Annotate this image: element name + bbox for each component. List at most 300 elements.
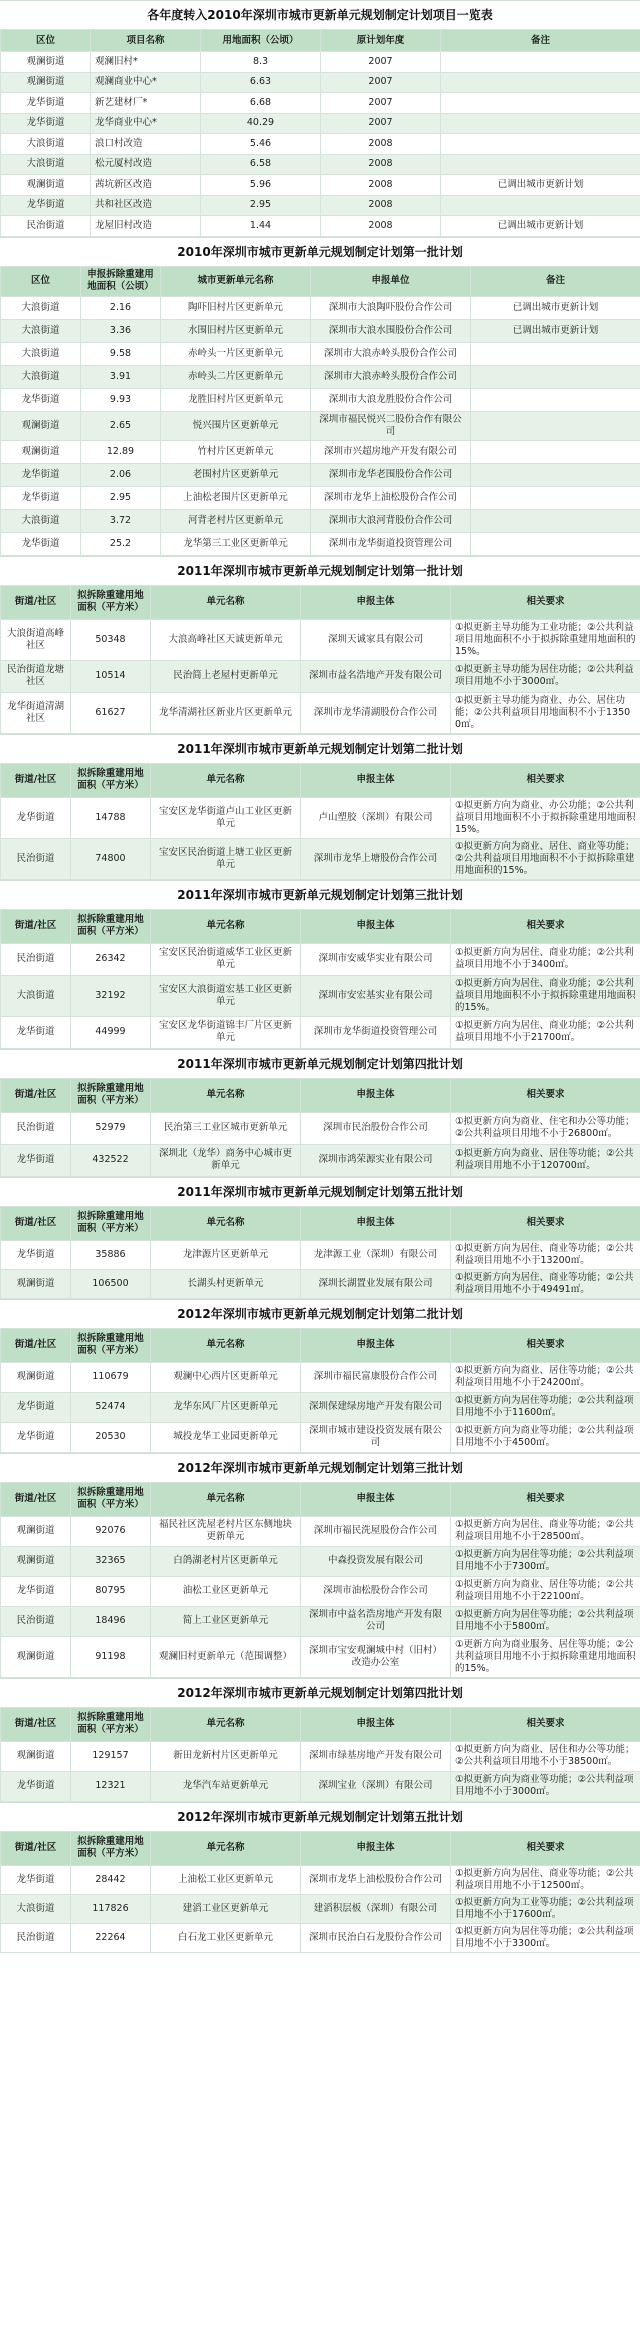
table-cell: 52474	[71, 1392, 151, 1422]
table-cell: 龙华街道	[1, 797, 71, 838]
table-cell: 2007	[321, 52, 441, 73]
table-cell: 18496	[71, 1606, 151, 1636]
table-row	[1, 1422, 640, 1452]
table-row	[1, 296, 640, 319]
table-cell: 城投龙华工业园更新单元	[151, 1422, 301, 1452]
column-header: 申报拆除重建用地面积（公顷）	[81, 266, 161, 296]
column-header: 拟拆除重建用地面积（平方米）	[71, 1078, 151, 1112]
table-cell: 赤岭头二片区更新单元	[161, 365, 311, 388]
column-header: 拟拆除重建用地面积（平方米）	[71, 1482, 151, 1516]
table-row	[1, 1606, 640, 1636]
table-cell: 上油松工业区更新单元	[151, 1865, 301, 1894]
table-cell: 深圳市龙华街道投资管理公司	[301, 1016, 451, 1048]
table-cell: 观澜街道	[1, 1362, 71, 1392]
table-cell: 2.95	[81, 486, 161, 509]
table-cell: 新艺建材厂*	[91, 93, 201, 114]
table-cell: 2008	[321, 134, 441, 155]
table-cell: 2.16	[81, 296, 161, 319]
table-cell: 大浪街道	[1, 319, 81, 342]
table-cell: 5.46	[201, 134, 321, 155]
table-cell: 民治街道	[1, 1112, 71, 1144]
column-header: 区位	[1, 30, 91, 52]
table-cell: 民治街道	[1, 1923, 71, 1952]
column-header: 申报主体	[301, 1831, 451, 1865]
section-title: 2012年深圳市城市更新单元规划制定计划第三批计划	[0, 1453, 640, 1482]
table-cell: 龙华街道	[1, 532, 81, 555]
table-cell: 茜坑新区改造	[91, 175, 201, 196]
column-header: 申报主体	[301, 763, 451, 797]
section-title: 2011年深圳市城市更新单元规划制定计划第二批计划	[0, 734, 640, 763]
table-cell: ①拟更新方向为商业、办公功能；②公共利益项目用地面积不小于拟拆除重建用地面积15%。	[451, 797, 640, 838]
table-cell: 龙华街道	[1, 1016, 71, 1048]
table-cell: 深圳市大浪赤岭头股份合作公司	[311, 365, 471, 388]
table-cell: ①拟更新方向为居住、商业等功能；②公共利益项目用地不小于28500㎡。	[451, 1516, 640, 1546]
table-cell: 宝安区民治街道威华工业区更新单元	[151, 943, 301, 975]
table-cell: 深圳市鸿荣源实业有限公司	[301, 1144, 451, 1176]
table-cell: 深圳市中益名浩房地产开发有限公司	[301, 1606, 451, 1636]
table-cell: 龙华街道	[1, 195, 91, 216]
table-cell: 老围村片区更新单元	[161, 463, 311, 486]
table-cell: 已调出城市更新计划	[441, 175, 640, 196]
table-row	[1, 72, 640, 93]
table-cell	[471, 440, 640, 463]
table-cell: 龙胜旧村片区更新单元	[161, 388, 311, 411]
table-cell: 92076	[71, 1516, 151, 1546]
column-header: 街道/社区	[1, 585, 71, 619]
plan-table	[0, 1482, 640, 1678]
table-cell: 龙华街道	[1, 388, 81, 411]
table-row	[1, 388, 640, 411]
table-cell: ①拟更新方向为商业、居住等功能；②公共利益项目用地不小于22100㎡。	[451, 1576, 640, 1606]
table-cell: ①拟更新方向为商业等功能；②公共利益项目用地不小于3000㎡。	[451, 1771, 640, 1801]
table-cell: ①拟更新方向为商业、住宅和办公等功能；②公共利益项目用地不小于26800㎡。	[451, 1112, 640, 1144]
table-cell: 91198	[71, 1636, 151, 1677]
table-cell: 深圳市大浪水围股份合作公司	[311, 319, 471, 342]
table-cell: 中森投资发展有限公司	[301, 1546, 451, 1576]
table-cell: 6.63	[201, 72, 321, 93]
table-cell: 12.89	[81, 440, 161, 463]
table-header-row	[1, 909, 640, 943]
table-cell: 大浪街道	[1, 509, 81, 532]
column-header: 申报单位	[311, 266, 471, 296]
table-cell: 龙华街道	[1, 1576, 71, 1606]
table-cell: 40.29	[201, 113, 321, 134]
column-header: 街道/社区	[1, 1482, 71, 1516]
table-row	[1, 1894, 640, 1923]
table-cell: 龙华街道	[1, 1422, 71, 1452]
column-header: 城市更新单元名称	[161, 266, 311, 296]
table-row	[1, 1576, 640, 1606]
column-header: 街道/社区	[1, 909, 71, 943]
column-header: 相关要求	[451, 763, 640, 797]
table-cell: ①拟更新方向为商业等功能；②公共利益项目用地不小于4500㎡。	[451, 1422, 640, 1452]
table-cell: 深圳市龙华上塘股份合作公司	[301, 838, 451, 879]
column-header: 申报主体	[301, 909, 451, 943]
table-row	[1, 1516, 640, 1546]
column-header: 用地面积（公顷）	[201, 30, 321, 52]
table-cell: 赤岭头一片区更新单元	[161, 342, 311, 365]
column-header: 单元名称	[151, 585, 301, 619]
table-row	[1, 216, 640, 237]
table-cell: 观澜街道	[1, 440, 81, 463]
section-title: 2010年深圳市城市更新单元规划制定计划第一批计划	[0, 237, 640, 266]
table-cell: 白鸽湖老村片区更新单元	[151, 1546, 301, 1576]
table-row	[1, 113, 640, 134]
table-cell: 9.93	[81, 388, 161, 411]
table-header-row	[1, 1707, 640, 1741]
column-header: 备注	[441, 30, 640, 52]
table-cell: 深圳宝业（深圳）有限公司	[301, 1771, 451, 1801]
table-row	[1, 509, 640, 532]
table-cell: 50348	[71, 619, 151, 660]
table-row	[1, 463, 640, 486]
table-cell: 陶吓旧村片区更新单元	[161, 296, 311, 319]
section-title: 各年度转入2010年深圳市城市更新单元规划制定计划项目一览表	[0, 0, 640, 29]
table-cell	[471, 342, 640, 365]
table-row	[1, 838, 640, 879]
table-cell: 白石龙工业区更新单元	[151, 1923, 301, 1952]
table-cell: ①更新方向为商业服务、居住等功能；②公共利益项目用地不小于拟拆除重建用地面积的15%。	[451, 1636, 640, 1677]
table-cell: 深圳市民治股份合作公司	[301, 1112, 451, 1144]
table-header-row	[1, 1078, 640, 1112]
table-cell: 观澜街道	[1, 72, 91, 93]
column-header: 申报主体	[301, 1707, 451, 1741]
table-cell: 观澜旧村*	[91, 52, 201, 73]
table-cell	[471, 532, 640, 555]
table-row	[1, 486, 640, 509]
table-cell: ①拟更新方向为居住、商业功能；②公共利益项目用地不小于3400㎡。	[451, 943, 640, 975]
table-cell: ①拟更新方向为居住等功能；②公共利益项目用地不小于5800㎡。	[451, 1606, 640, 1636]
table-cell: 12321	[71, 1771, 151, 1801]
table-cell	[441, 72, 640, 93]
table-row	[1, 134, 640, 155]
column-header: 原计划年度	[321, 30, 441, 52]
table-cell: 2007	[321, 72, 441, 93]
column-header: 拟拆除重建用地面积（平方米）	[71, 909, 151, 943]
table-cell: 大浪高峰社区天诚更新单元	[151, 619, 301, 660]
table-row	[1, 93, 640, 114]
plan-table	[0, 1707, 640, 1802]
table-cell: 龙华东风厂片区更新单元	[151, 1392, 301, 1422]
table-row	[1, 1362, 640, 1392]
table-cell: 大浪街道	[1, 296, 81, 319]
table-cell: 深圳市安宏基实业有限公司	[301, 975, 451, 1016]
table-cell: 深圳北（龙华）商务中心城市更新单元	[151, 1144, 301, 1176]
table-row	[1, 1771, 640, 1801]
table-cell	[471, 365, 640, 388]
column-header: 街道/社区	[1, 1831, 71, 1865]
table-cell: 松元厦村改造	[91, 154, 201, 175]
table-cell	[441, 93, 640, 114]
table-cell: 深圳市大浪龙胜股份合作公司	[311, 388, 471, 411]
table-row	[1, 1269, 640, 1298]
table-row	[1, 943, 640, 975]
table-row	[1, 52, 640, 73]
table-cell: 深圳保建绿房地产开发有限公司	[301, 1392, 451, 1422]
table-cell: 44999	[71, 1016, 151, 1048]
table-cell: 深圳市民治白石龙股份合作公司	[301, 1923, 451, 1952]
table-cell: 深圳市龙华老围股份合作公司	[311, 463, 471, 486]
table-cell	[471, 509, 640, 532]
table-cell: 龙华汽车站更新单元	[151, 1771, 301, 1801]
table-cell: 3.91	[81, 365, 161, 388]
table-row	[1, 440, 640, 463]
table-cell: 观澜街道	[1, 1269, 71, 1298]
table-cell: 观澜街道	[1, 1636, 71, 1677]
column-header: 区位	[1, 266, 81, 296]
column-header: 申报主体	[301, 1206, 451, 1240]
table-cell: 大浪街道	[1, 365, 81, 388]
table-header-row	[1, 763, 640, 797]
table-cell: 深圳市龙华上油松股份合作公司	[311, 486, 471, 509]
table-cell: 深圳市龙华街道投资管理公司	[311, 532, 471, 555]
plan-table	[0, 266, 640, 556]
column-header: 申报主体	[301, 585, 451, 619]
column-header: 项目名称	[91, 30, 201, 52]
table-cell	[441, 195, 640, 216]
column-header: 相关要求	[451, 585, 640, 619]
column-header: 单元名称	[151, 1078, 301, 1112]
table-cell: 大浪街道高峰社区	[1, 619, 71, 660]
table-cell: 2008	[321, 175, 441, 196]
table-cell: 32365	[71, 1546, 151, 1576]
column-header: 拟拆除重建用地面积（平方米）	[71, 585, 151, 619]
table-cell: 已调出城市更新计划	[471, 319, 640, 342]
table-cell: 深圳市福民悦兴二股份合作有限公司	[311, 411, 471, 440]
column-header: 拟拆除重建用地面积（平方米）	[71, 1831, 151, 1865]
table-cell: 深圳市福民富康股份合作公司	[301, 1362, 451, 1392]
table-cell: 龙华街道	[1, 1865, 71, 1894]
table-cell: 深圳长湖置业发展有限公司	[301, 1269, 451, 1298]
table-cell: 10514	[71, 660, 151, 692]
table-cell: 110679	[71, 1362, 151, 1392]
table-row	[1, 1240, 640, 1269]
column-header: 申报主体	[301, 1482, 451, 1516]
table-cell: 26342	[71, 943, 151, 975]
table-cell: ①拟更新方向为居住等功能；②公共利益项目用地不小于11600㎡。	[451, 1392, 640, 1422]
table-cell: 观澜旧村更新单元（范围调整）	[151, 1636, 301, 1677]
table-cell: 深圳市大浪河背股份合作公司	[311, 509, 471, 532]
column-header: 街道/社区	[1, 763, 71, 797]
table-cell: 2.95	[201, 195, 321, 216]
table-cell: 龙华街道	[1, 1240, 71, 1269]
table-cell: 竹村片区更新单元	[161, 440, 311, 463]
table-cell: ①拟更新主导功能为工业功能；②公共利益项目用地面积不小于拟拆除重建用地面积的15%。	[451, 619, 640, 660]
table-cell: 福民社区洗屋老村片区东侧地块更新单元	[151, 1516, 301, 1546]
table-row	[1, 1636, 640, 1677]
table-cell	[441, 113, 640, 134]
table-cell: 民治街道	[1, 943, 71, 975]
table-cell: 宝安区龙华街道锦丰厂片区更新单元	[151, 1016, 301, 1048]
table-cell: 2007	[321, 93, 441, 114]
table-cell: 浪口村改造	[91, 134, 201, 155]
section-title: 2012年深圳市城市更新单元规划制定计划第二批计划	[0, 1299, 640, 1328]
column-header: 单元名称	[151, 909, 301, 943]
table-cell: 14788	[71, 797, 151, 838]
column-header: 拟拆除重建用地面积（平方米）	[71, 1206, 151, 1240]
table-cell: 观澜街道	[1, 52, 91, 73]
table-cell: 上油松老围片区更新单元	[161, 486, 311, 509]
table-cell: 龙华街道清湖社区	[1, 692, 71, 733]
column-header: 单元名称	[151, 1482, 301, 1516]
section-title: 2011年深圳市城市更新单元规划制定计划第四批计划	[0, 1049, 640, 1078]
table-cell	[441, 52, 640, 73]
table-cell: ①拟更新方向为工业等功能；②公共利益项目用地不小于17600㎡。	[451, 1894, 640, 1923]
table-cell	[441, 154, 640, 175]
table-cell: ①拟更新方向为商业、居住和办公等功能；②公共利益项目用地不小于38500㎡。	[451, 1741, 640, 1771]
plan-table	[0, 585, 640, 734]
column-header: 申报主体	[301, 1078, 451, 1112]
table-cell: 深圳市大浪陶吓股份合作公司	[311, 296, 471, 319]
table-header-row	[1, 1328, 640, 1362]
table-cell: 龙华街道	[1, 486, 81, 509]
table-cell: 建滔工业区更新单元	[151, 1894, 301, 1923]
column-header: 相关要求	[451, 1831, 640, 1865]
column-header: 拟拆除重建用地面积（平方米）	[71, 763, 151, 797]
table-cell	[471, 463, 640, 486]
table-cell: 龙华第三工业区更新单元	[161, 532, 311, 555]
table-cell: 6.68	[201, 93, 321, 114]
table-cell: 建滔积层板（深圳）有限公司	[301, 1894, 451, 1923]
column-header: 相关要求	[451, 1707, 640, 1741]
column-header: 单元名称	[151, 763, 301, 797]
table-row	[1, 975, 640, 1016]
table-cell: 深圳市益名浩地产开发有限公司	[301, 660, 451, 692]
table-cell: ①拟更新主导功能为商业、办公、居住功能；②公共利益项目用地面积不小于13500㎡。	[451, 692, 640, 733]
section-title: 2012年深圳市城市更新单元规划制定计划第四批计划	[0, 1678, 640, 1707]
table-row	[1, 195, 640, 216]
table-cell: 民治街道	[1, 838, 71, 879]
table-cell: 117826	[71, 1894, 151, 1923]
table-cell: 民治第三工业区城市更新单元	[151, 1112, 301, 1144]
table-cell: 观澜街道	[1, 1546, 71, 1576]
table-cell: 深圳市兴超房地产开发有限公司	[311, 440, 471, 463]
table-row	[1, 175, 640, 196]
table-row	[1, 692, 640, 733]
table-cell: 深圳市龙华清湖股份合作公司	[301, 692, 451, 733]
table-cell: ①拟更新方向为商业、居住等功能；②公共利益项目用地不小于120700㎡。	[451, 1144, 640, 1176]
table-cell: ①拟更新方向为居住等功能；②公共利益项目用地不小于7300㎡。	[451, 1546, 640, 1576]
table-row	[1, 619, 640, 660]
table-cell: 52979	[71, 1112, 151, 1144]
table-cell: 龙屋旧村改造	[91, 216, 201, 237]
table-cell: 2.65	[81, 411, 161, 440]
table-cell: 2008	[321, 154, 441, 175]
table-header-row	[1, 30, 640, 52]
table-row	[1, 797, 640, 838]
table-cell: 深圳市大浪赤岭头股份合作公司	[311, 342, 471, 365]
table-cell: 宝安区大浪街道宏基工业区更新单元	[151, 975, 301, 1016]
column-header: 拟拆除重建用地面积（平方米）	[71, 1328, 151, 1362]
plan-table	[0, 1078, 640, 1177]
column-header: 相关要求	[451, 1078, 640, 1112]
table-cell: 2008	[321, 216, 441, 237]
table-cell: 大浪街道	[1, 134, 91, 155]
table-cell: 民治街道	[1, 216, 91, 237]
section-title: 2012年深圳市城市更新单元规划制定计划第五批计划	[0, 1802, 640, 1831]
table-cell: 2008	[321, 195, 441, 216]
table-cell: 106500	[71, 1269, 151, 1298]
table-cell: 2007	[321, 113, 441, 134]
table-cell: 河背老村片区更新单元	[161, 509, 311, 532]
table-cell: ①拟更新方向为居住等功能；②公共利益项目用地不小于3300㎡。	[451, 1923, 640, 1952]
plan-table	[0, 1206, 640, 1299]
table-cell: 悦兴围片区更新单元	[161, 411, 311, 440]
table-row	[1, 319, 640, 342]
table-cell: 新田龙新村片区更新单元	[151, 1741, 301, 1771]
plan-table	[0, 763, 640, 880]
table-row	[1, 1546, 640, 1576]
column-header: 街道/社区	[1, 1328, 71, 1362]
table-cell: ①拟更新方向为居住、商业功能；②公共利益项目用地不小于21700㎡。	[451, 1016, 640, 1048]
table-cell: 大浪街道	[1, 342, 81, 365]
plan-table	[0, 1831, 640, 1953]
table-cell: 油松工业区更新单元	[151, 1576, 301, 1606]
table-row	[1, 660, 640, 692]
table-cell: 74800	[71, 838, 151, 879]
table-cell: 大浪街道	[1, 975, 71, 1016]
table-row	[1, 1112, 640, 1144]
table-cell: 20530	[71, 1422, 151, 1452]
table-cell: 80795	[71, 1576, 151, 1606]
table-cell: 深圳市绿基房地产开发有限公司	[301, 1741, 451, 1771]
table-cell: 观澜街道	[1, 411, 81, 440]
table-cell: 35886	[71, 1240, 151, 1269]
table-cell: 观澜街道	[1, 1741, 71, 1771]
column-header: 街道/社区	[1, 1078, 71, 1112]
table-cell	[471, 388, 640, 411]
table-row	[1, 154, 640, 175]
table-cell: 8.3	[201, 52, 321, 73]
table-cell: 5.96	[201, 175, 321, 196]
table-cell: 大浪街道	[1, 1894, 71, 1923]
section-title: 2011年深圳市城市更新单元规划制定计划第五批计划	[0, 1177, 640, 1206]
table-cell: 129157	[71, 1741, 151, 1771]
table-cell: ①拟更新方向为居住、商业等功能；②公共利益项目用地不小于13200㎡。	[451, 1240, 640, 1269]
table-cell: 民治街道龙塘社区	[1, 660, 71, 692]
table-cell: 61627	[71, 692, 151, 733]
plan-table	[0, 1328, 640, 1453]
table-cell	[471, 411, 640, 440]
table-cell: 民治街道	[1, 1606, 71, 1636]
table-cell: 深圳天诚家具有限公司	[301, 619, 451, 660]
table-cell: 民治简上老屋村更新单元	[151, 660, 301, 692]
column-header: 申报主体	[301, 1328, 451, 1362]
table-cell: ①拟更新方向为居住、商业功能；②公共利益项目用地面积不小于拟拆除重建用地面积的15%。	[451, 975, 640, 1016]
table-row	[1, 365, 640, 388]
column-header: 相关要求	[451, 1206, 640, 1240]
table-cell: 宝安区龙华街道卢山工业区更新单元	[151, 797, 301, 838]
table-header-row	[1, 1482, 640, 1516]
table-row	[1, 1392, 640, 1422]
table-row	[1, 411, 640, 440]
table-cell: 已调出城市更新计划	[471, 296, 640, 319]
plan-table	[0, 29, 640, 237]
table-row	[1, 1016, 640, 1048]
table-cell: 水围旧村片区更新单元	[161, 319, 311, 342]
table-cell: 观澜街道	[1, 1516, 71, 1546]
table-cell: 432522	[71, 1144, 151, 1176]
column-header: 单元名称	[151, 1707, 301, 1741]
column-header: 单元名称	[151, 1328, 301, 1362]
table-cell: 龙华商业中心*	[91, 113, 201, 134]
column-header: 单元名称	[151, 1206, 301, 1240]
table-cell: 6.58	[201, 154, 321, 175]
column-header: 备注	[471, 266, 640, 296]
table-cell: 龙津源工业（深圳）有限公司	[301, 1240, 451, 1269]
table-cell: 2.06	[81, 463, 161, 486]
table-cell: 卢山塑胶（深圳）有限公司	[301, 797, 451, 838]
